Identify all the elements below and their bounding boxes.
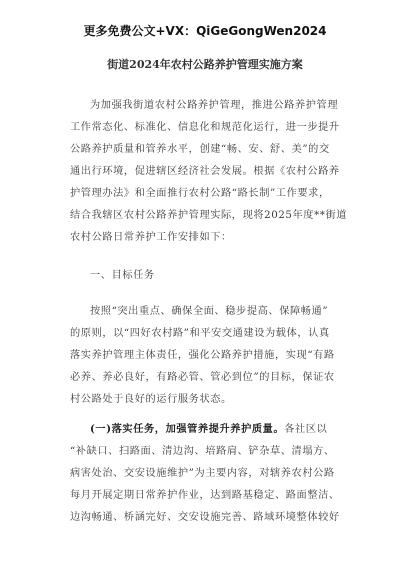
paragraph-line: 落实养护管理主体责任，强化公路养护措施，实现“有路: [70, 350, 335, 361]
paragraph-line: 工作常态化、标准化、信息化和规范化运行，进一步提升: [70, 122, 340, 133]
paragraph-line: 结合我辖区农村公路养护管理实际，现将2025年度**街道: [70, 210, 348, 221]
paragraph-line: 通出行环境，促进辖区经济社会发展。根据《农村公路养: [70, 166, 340, 177]
paragraph-line: 边沟畅通、桥涵完好、交安设施完善、路域环境整体较好: [70, 512, 340, 523]
subsection-heading: (一)落实任务，加强管养提升养护质量。: [90, 423, 285, 435]
paragraph-line: 的原则，以“四好农村路”和平安交通建设为载体，认真: [70, 328, 330, 339]
paragraph-line: 病害处治、交安设施维护”为主要内容，对辖养农村公路: [70, 468, 335, 479]
promo-header: 更多免费公文+VX：QiGeGongWen2024: [83, 24, 327, 38]
document-title: 街道2024年农村公路养护管理实施方案: [107, 58, 303, 71]
paragraph-line: 护管理办法》和全面推行农村公路“路长制”工作要求，: [70, 188, 330, 199]
paragraph-line: 为加强我街道农村公路养护管理，推进公路养护管理: [90, 100, 339, 111]
paragraph-line: [90, 420, 327, 435]
paragraph-line: 每月开展定期日常养护作业，达到路基稳定、路面整洁、: [70, 490, 340, 501]
section-heading-goals: 一、目标任务: [90, 270, 155, 281]
paragraph-line: 必养、养必良好，有路必管、管必到位”的目标，保证农: [70, 372, 335, 383]
paragraph-line: 公路养护质量和管养水平，创建“畅、安、舒、美”的交: [70, 144, 330, 155]
paragraph-line: 村公路处于良好的运行服务状态。: [70, 394, 232, 405]
paragraph-text: 各社区以: [284, 424, 328, 435]
paragraph-line: “补缺口、扫路面、清边沟、培路肩、铲杂草、清塌方、: [70, 446, 335, 457]
paragraph-line: 农村公路日常养护工作安排如下：: [70, 232, 232, 243]
paragraph-line: 按照“突出重点、确保全面、稳步提高、保障畅通”: [90, 306, 329, 317]
